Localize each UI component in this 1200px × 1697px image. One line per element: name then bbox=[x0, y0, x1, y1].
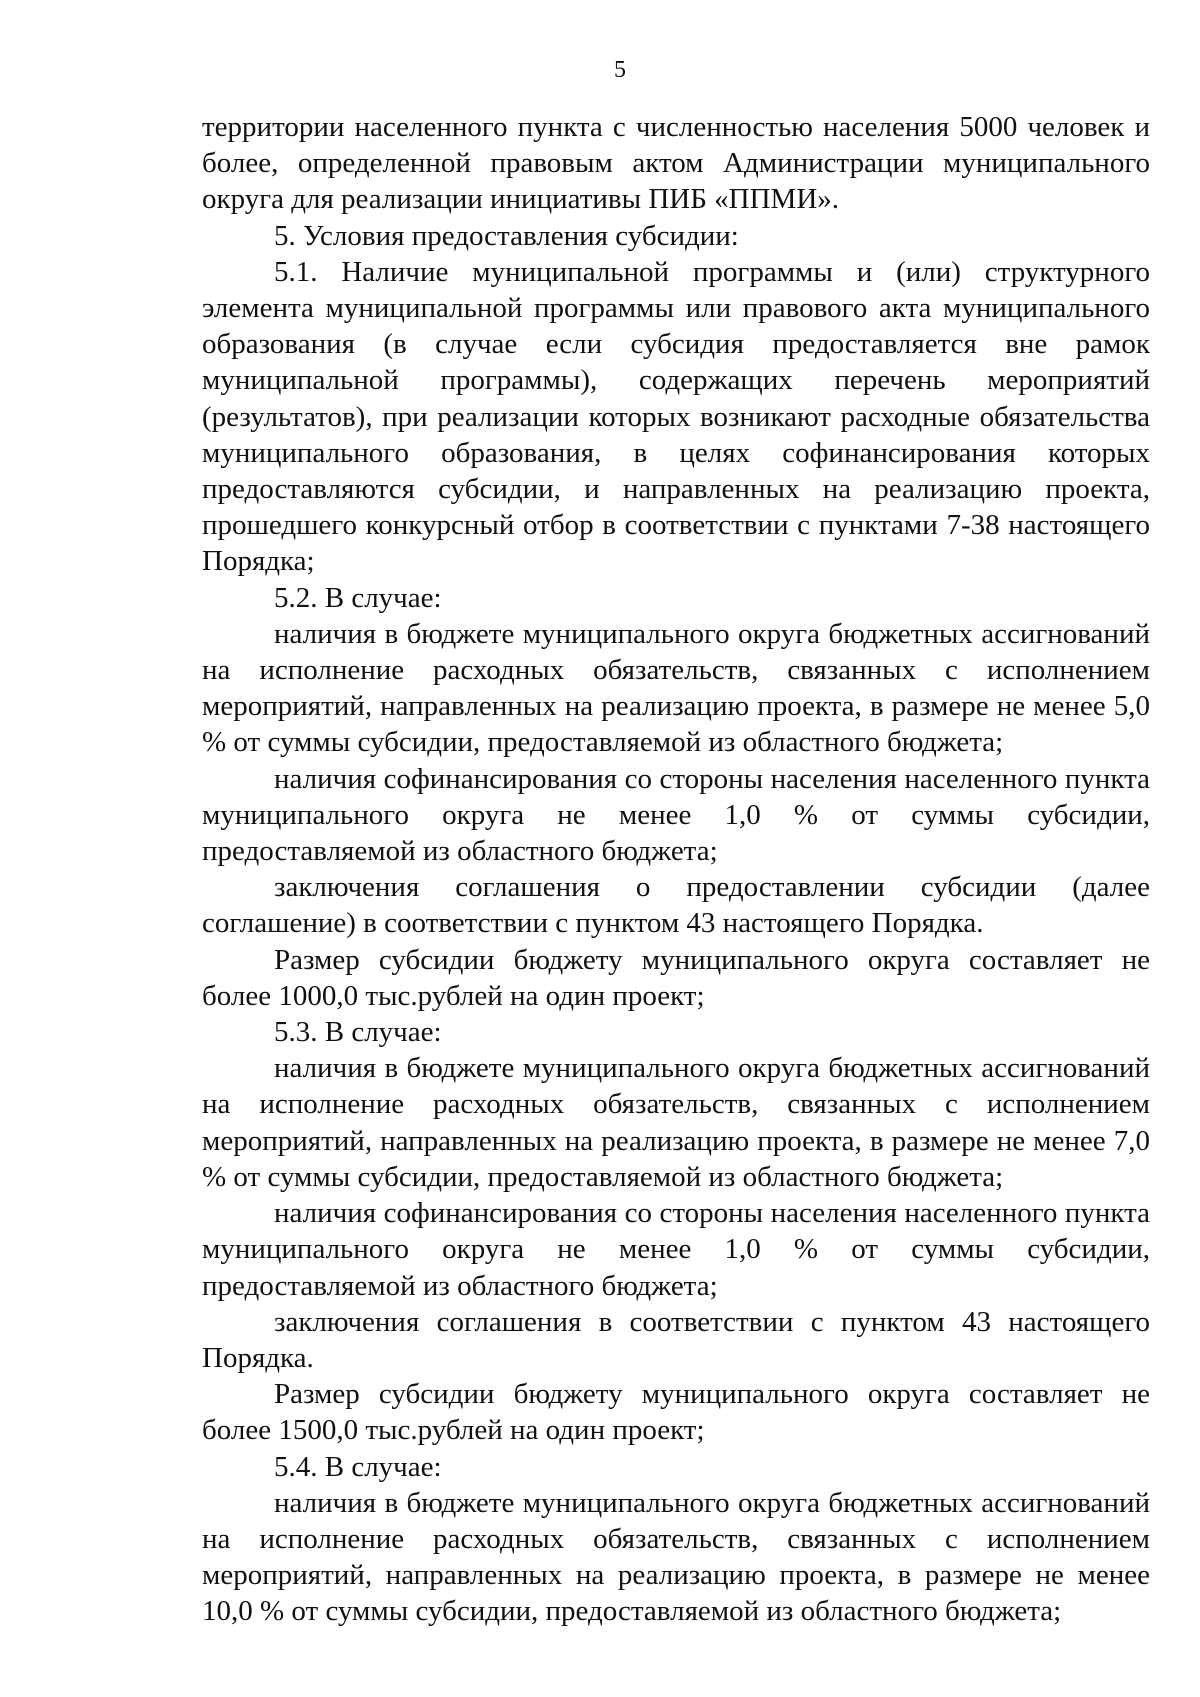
paragraph: наличия в бюджете муниципального округа бюджетных ассигнований на исполнение расходных обязательств, связанных с исполнением мероприятий, направленных на реализацию проекта, в размере не менее 10,0 % от суммы субсидии, предоставляемой из областного бюджета; bbox=[202, 1486, 1150, 1628]
document-body bbox=[202, 109, 1150, 1630]
paragraph: наличия в бюджете муниципального округа бюджетных ассигнований на исполнение расходных обязательств, связанных с исполнением мероприятий, направленных на реализацию проекта, в размере не менее 5,0 % от суммы субсидии, предоставляемой из областного бюджета; bbox=[202, 617, 1150, 759]
paragraph: территории населенного пункта с численностью населения 5000 человек и более, определенной правовым актом Администрации муниципального округа для реализации инициативы ПИБ «ППМИ». bbox=[202, 111, 1150, 216]
paragraph: наличия в бюджете муниципального округа бюджетных ассигнований на исполнение расходных обязательств, связанных с исполнением мероприятий, направленных на реализацию проекта, в размере не менее 7,0 % от суммы субсидии, предоставляемой из областного бюджета; bbox=[202, 1052, 1150, 1193]
paragraph: наличия софинансирования со стороны населения населенного пункта муниципального округа не менее 1,0 % от суммы субсидии, предоставляемой из областного бюджета; bbox=[202, 762, 1150, 868]
paragraph: Размер субсидии бюджету муниципального округа составляет не более 1500,0 тыс.рублей на один проект; bbox=[202, 1378, 1150, 1447]
paragraph: Размер субсидии бюджету муниципального округа составляет не более 1000,0 тыс.рублей на один проект; bbox=[202, 943, 1150, 1012]
page-number: 5 bbox=[614, 57, 626, 83]
subsection-heading: 5.4. В случае: bbox=[274, 1450, 442, 1483]
subsection-heading: 5.3. В случае: bbox=[274, 1016, 442, 1049]
subsection-heading: 5.2. В случае: bbox=[274, 581, 442, 614]
paragraph: заключения соглашения о предоставлении субсидии (далее соглашение) в соответствии с пунктом 43 настоящего Порядка. bbox=[202, 871, 1150, 940]
paragraph: 5.1. Наличие муниципальной программы и (или) структурного элемента муниципальной программы или правового акта муниципального образования (в случае если субсидия предоставляется вне рамок муниципальной программы), содержащих перечень мероприятий (результатов), при реализации которых возникают расходные обязательства муниципального образования, в целях софинансирования которых предоставляются субсидии, и направленных на реализацию проекта, прошедшего конкурсный отбор в соответствии с пунктами 7-38 настоящего Порядка; bbox=[202, 255, 1150, 578]
paragraph: наличия софинансирования со стороны населения населенного пункта муниципального округа не менее 1,0 % от суммы субсидии, предоставляемой из областного бюджета; bbox=[202, 1197, 1150, 1302]
section-heading: 5. Условия предоставления субсидии: bbox=[274, 219, 739, 252]
paragraph: заключения соглашения в соответствии с пунктом 43 настоящего Порядка. bbox=[202, 1305, 1150, 1374]
